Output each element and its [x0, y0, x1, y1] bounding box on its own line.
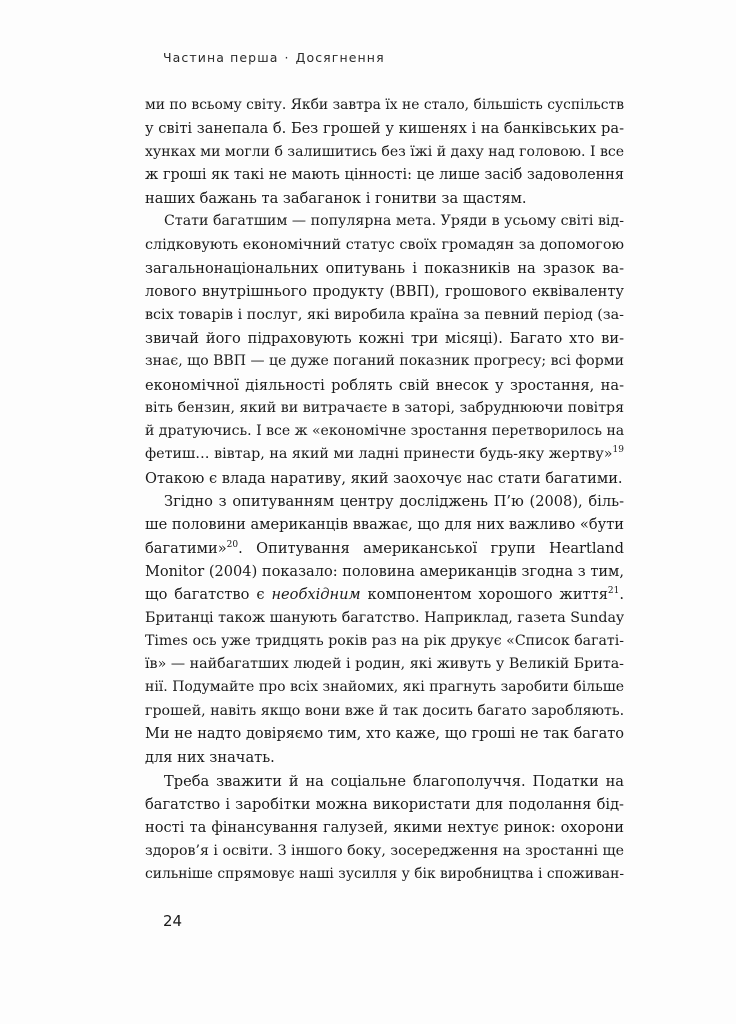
text-line: Monitor (2004) показало: половина американців згодна з тим, — [145, 562, 624, 580]
text-line: Стати багатшим — популярна мета. Уряди в усьому світі від- — [164, 213, 624, 230]
text-fragment: . — [619, 586, 624, 604]
running-head-chapter: Досягнення — [295, 50, 385, 65]
emphasis-text: необхідним — [271, 586, 361, 604]
text-line: лового внутрішнього продукту (ВВП), грошового еквіваленту — [145, 283, 624, 301]
text-line: слідковують економічний статус своїх громадян за допомогою — [145, 236, 624, 253]
text-line: ж гроші як такі не мають цінності: це лише засіб задоволення — [145, 166, 624, 183]
text-line: для них значать. — [145, 749, 275, 767]
text-line: нії. Подумайте про всіх знайомих, які прагнуть заробити більше — [145, 679, 624, 696]
text-line: Ми не надто довіряємо тим, хто каже, що гроші не так багато — [145, 726, 624, 743]
text-fragment: фетиш… вівтар, на який ми ладні принести будь-яку жертву» — [145, 446, 613, 463]
footnote-ref-21[interactable]: 21 — [607, 586, 620, 597]
text-fragment: багатими» — [145, 539, 227, 557]
running-head-separator: · — [284, 50, 290, 65]
text-line: економічної діяльності роблять свій внесок у зростання, на- — [145, 376, 624, 394]
page-number: 24 — [163, 912, 183, 930]
text-line: Треба зважити й на соціальне благополуччя. Податки на — [164, 772, 624, 790]
text-line — [145, 583, 624, 606]
text-line: ми по всьому світу. Якби завтра їх не стало, більшість суспільств — [145, 97, 624, 113]
text-line — [145, 443, 624, 466]
running-head-part: Частина перша — [163, 50, 279, 65]
text-line: всіх товарів і послуг, які виробила країна за певний період (за- — [145, 306, 624, 323]
text-line: Британці також шанують багатство. Наприклад, газета Sunday — [145, 609, 625, 626]
text-line: Times ось уже тридцять років раз на рік друкує «Список багаті- — [145, 632, 624, 649]
footnote-ref-20[interactable]: 20 — [226, 539, 239, 550]
text-line: Отакою є влада наративу, який заохочує нас стати багатими. — [145, 469, 623, 487]
body-text — [145, 94, 624, 886]
text-line: Згідно з опитуванням центру досліджень П’ю (2008), біль- — [164, 493, 624, 511]
running-head — [163, 50, 385, 65]
text-fragment: що багатство є — [145, 586, 272, 604]
text-line: й дратуючись. І все ж «економічне зростання перетворилось на — [145, 423, 625, 440]
text-line: здоров’я і освіти. З іншого боку, зосередження на зростанні ще — [145, 842, 624, 859]
text-line: звичай його підраховують кожні три місяці). Багато хто ви- — [145, 329, 624, 347]
text-line: наших бажань та забаганок і гонитви за щастям. — [145, 190, 527, 208]
text-fragment: компонентом хорошого життя — [360, 586, 608, 604]
text-line: у світі занепала б. Без грошей у кишенях і на банківських ра- — [145, 120, 624, 138]
text-line: грошей, навіть якщо вони вже й так досить багато заробляють. — [145, 702, 625, 719]
text-line: ності та фінансування галузей, якими нехтує ринок: охорони — [145, 819, 624, 837]
text-line: знає, що ВВП — це дуже поганий показник прогресу; всі форми — [145, 353, 624, 370]
footnote-ref-19[interactable]: 19 — [612, 445, 624, 456]
text-fragment: . Опитування американської групи Heartland — [238, 539, 624, 557]
text-line: хунках ми могли б залишитись без їжі й даху над головою. І все — [145, 143, 625, 160]
text-line: ше половини американців вважає, що для них важливо «бути — [145, 516, 624, 534]
text-line: загальнонаціональних опитувань і показників на зразок ва- — [145, 260, 624, 278]
text-line: сильніше спрямовує наші зусилля у бік виробництва і споживан- — [145, 865, 624, 882]
text-line — [145, 537, 624, 560]
text-line: віть бензин, який ви витрачаєте в заторі, забруднюючи повітря — [145, 399, 624, 416]
text-line: їв» — найбагатших людей і родин, які живуть у Великій Брита- — [145, 656, 624, 673]
text-line: багатство і заробітки можна використати для подолання бід- — [145, 795, 624, 813]
